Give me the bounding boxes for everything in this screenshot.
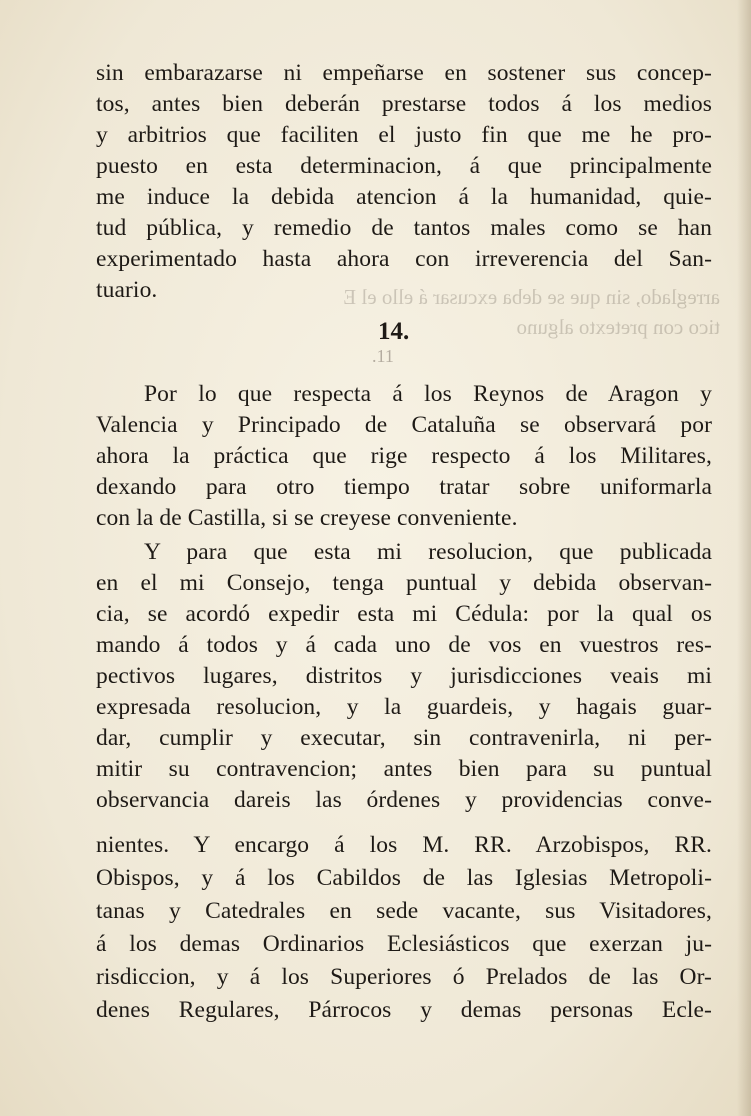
- text-line: experimentado hasta ahora con irreverencia del San-: [96, 246, 712, 272]
- text-line: pectivos lugares, distritos y jurisdicciones veais mi: [96, 663, 712, 689]
- page-edge-shadow: [737, 0, 751, 1116]
- text-line: dexando para otro tiempo tratar sobre uniformarla: [96, 474, 712, 500]
- text-line: expresada resolucion, y la guardeis, y hagais guar-: [96, 694, 712, 720]
- text-line: Y para que esta mi resolucion, que publicada: [144, 539, 712, 565]
- text-line: en el mi Consejo, tenga puntual y debida observan-: [96, 570, 712, 596]
- text-line: dar, cumplir y executar, sin contravenirla, ni per-: [96, 725, 712, 751]
- text-line: ahora la práctica que rige respecto á los Militares,: [96, 443, 712, 469]
- text-line: sin embarazarse ni empeñarse en sostener sus concep-: [96, 60, 712, 86]
- text-line: Por lo que respecta á los Reynos de Aragon y: [144, 381, 712, 407]
- text-line: tanas y Catedrales en sede vacante, sus Visitadores,: [96, 898, 712, 924]
- show-through-mark: .11: [372, 346, 394, 366]
- text-line: risdiccion, y á los Superiores ó Prelados de las Or-: [96, 964, 712, 990]
- text-line: tud pública, y remedio de tantos males como se han: [96, 215, 712, 241]
- text-line: puesto en esta determinacion, á que principalmente: [96, 153, 712, 179]
- text-line: mando á todos y á cada uno de vos en vuestros res-: [96, 632, 712, 658]
- show-through-text: arreglado, sin que se deba excusar á ello el E tico con pretexto alguno: [343, 285, 720, 339]
- text-line: me induce la debida atencion á la humanidad, quie-: [96, 184, 712, 210]
- text-line: tos, antes bien deberán prestarse todos á los medios: [96, 91, 712, 117]
- text-line: á los demas Ordinarios Eclesiásticos que exerzan ju-: [96, 931, 712, 957]
- text-line: observancia dareis las órdenes y providencias conve-: [96, 787, 712, 813]
- text-line: Obispos, y á los Cabildos de las Iglesias Metropoli-: [96, 865, 712, 891]
- text-line: cia, se acordó expedir esta mi Cédula: por la qual os: [96, 601, 712, 627]
- text-line: mitir su contravencion; antes bien para su puntual: [96, 756, 712, 782]
- text-line: nientes. Y encargo á los M. RR. Arzobispos, RR.: [96, 832, 712, 858]
- text-line: Valencia y Principado de Cataluña se observará por: [96, 412, 712, 438]
- text-line: denes Regulares, Párrocos y demas personas Ecle-: [96, 997, 712, 1023]
- text-line: y arbitrios que faciliten el justo fin que me he pro-: [96, 122, 712, 148]
- section-number: 14.: [378, 318, 410, 345]
- text-line: con la de Castilla, si se creyese conveniente.: [96, 505, 518, 531]
- text-line: tuario.: [96, 277, 158, 303]
